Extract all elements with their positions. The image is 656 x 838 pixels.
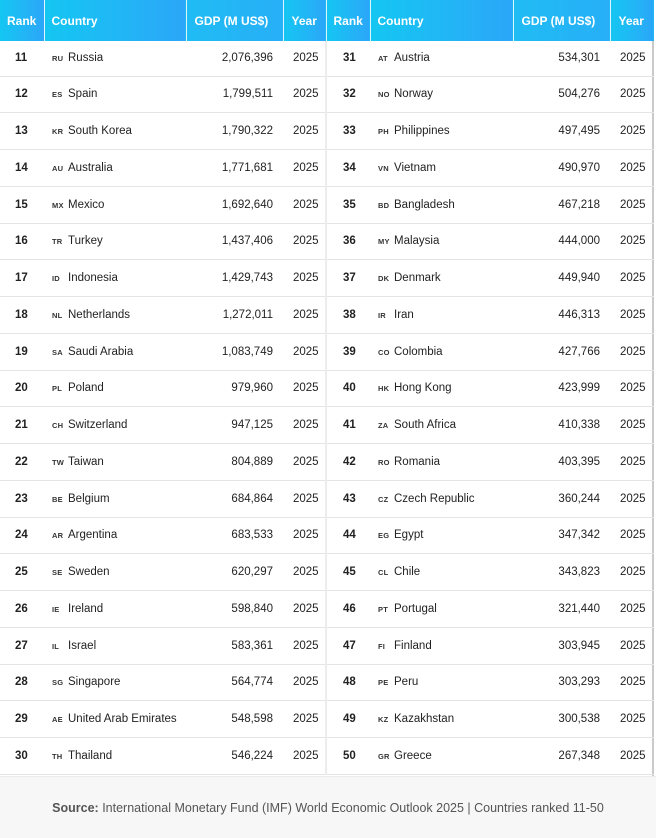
country-code: HK: [378, 384, 390, 394]
country-cell: [44, 664, 186, 701]
country-code: TH: [52, 751, 63, 761]
rank-cell: 18: [0, 297, 44, 334]
country-code: CZ: [378, 494, 389, 504]
rank-cell: 24: [0, 517, 44, 554]
rank-cell: 43: [326, 480, 370, 517]
table-row: [0, 150, 654, 187]
country-cell: [44, 591, 186, 628]
year-cell: 2025: [283, 41, 326, 76]
country-name: Indonesia: [68, 272, 118, 285]
gdp-cell: 449,940: [513, 260, 610, 297]
country-cell: [370, 223, 513, 260]
rank-cell: 34: [326, 150, 370, 187]
country-code: ES: [52, 90, 63, 100]
year-cell: 2025: [610, 41, 654, 76]
rank-cell: 41: [326, 407, 370, 444]
year-cell: 2025: [283, 738, 326, 775]
table-row: [0, 444, 654, 481]
table-body: [0, 41, 654, 774]
country-cell: [370, 664, 513, 701]
country-name: Singapore: [68, 676, 121, 689]
rank-cell: 47: [326, 627, 370, 664]
gdp-cell: 684,864: [186, 480, 283, 517]
gdp-cell: 1,437,406: [186, 223, 283, 260]
country-name: Israel: [68, 639, 97, 652]
table-row: [0, 76, 654, 113]
rank-cell: 42: [326, 444, 370, 481]
header-country: Country: [44, 0, 186, 41]
table-header-row: [0, 0, 654, 41]
country-cell: [370, 554, 513, 591]
country-name: Turkey: [68, 235, 103, 248]
country-cell: [370, 370, 513, 407]
table-row: [0, 664, 654, 701]
country-cell: [44, 333, 186, 370]
year-cell: 2025: [283, 444, 326, 481]
country-cell: [44, 480, 186, 517]
gdp-cell: 347,342: [513, 517, 610, 554]
year-cell: 2025: [283, 407, 326, 444]
country-name: Thailand: [68, 749, 113, 762]
gdp-cell: 446,313: [513, 297, 610, 334]
country-name: Saudi Arabia: [68, 345, 134, 358]
rank-cell: 50: [326, 738, 370, 775]
country-name: Norway: [394, 88, 433, 101]
year-cell: 2025: [283, 333, 326, 370]
country-name: Argentina: [68, 529, 118, 542]
country-cell: [370, 260, 513, 297]
country-name: Vietnam: [394, 161, 436, 174]
gdp-cell: 804,889: [186, 444, 283, 481]
country-code: KZ: [378, 715, 389, 725]
country-name: Chile: [394, 566, 421, 579]
country-code: RO: [378, 457, 390, 467]
gdp-cell: 497,495: [513, 113, 610, 150]
rank-cell: 25: [0, 554, 44, 591]
year-cell: 2025: [283, 701, 326, 738]
gdp-cell: 427,766: [513, 333, 610, 370]
table-row: [0, 627, 654, 664]
rank-cell: 30: [0, 738, 44, 775]
country-code: AT: [378, 54, 388, 64]
country-name: Australia: [68, 161, 113, 174]
rank-cell: 35: [326, 186, 370, 223]
table-row: [0, 407, 654, 444]
year-cell: 2025: [610, 591, 654, 628]
year-cell: 2025: [283, 297, 326, 334]
country-cell: [370, 297, 513, 334]
country-name: Denmark: [394, 272, 441, 285]
gdp-cell: 467,218: [513, 186, 610, 223]
country-cell: [44, 76, 186, 113]
rank-cell: 28: [0, 664, 44, 701]
header-year: Year: [283, 0, 326, 41]
rank-cell: 22: [0, 444, 44, 481]
year-cell: 2025: [610, 738, 654, 775]
country-cell: [370, 76, 513, 113]
country-cell: [370, 591, 513, 628]
gdp-cell: 303,945: [513, 627, 610, 664]
source-footer: [0, 776, 656, 838]
country-code: CO: [378, 347, 390, 357]
country-name: Iran: [394, 308, 414, 321]
gdp-cell: 300,538: [513, 701, 610, 738]
year-cell: 2025: [283, 627, 326, 664]
country-code: EG: [378, 531, 390, 541]
rank-cell: 16: [0, 223, 44, 260]
country-name: Spain: [68, 88, 98, 101]
header-country: Country: [370, 0, 513, 41]
gdp-cell: 583,361: [186, 627, 283, 664]
gdp-cell: 598,840: [186, 591, 283, 628]
header-year: Year: [610, 0, 654, 41]
country-name: Philippines: [394, 125, 450, 138]
gdp-cell: 1,429,743: [186, 260, 283, 297]
rank-cell: 29: [0, 701, 44, 738]
country-name: Netherlands: [68, 308, 131, 321]
country-name: Finland: [394, 639, 432, 652]
source-label: Source:: [52, 801, 99, 815]
country-code: CH: [52, 421, 64, 431]
table-row: [0, 41, 654, 76]
country-cell: [370, 444, 513, 481]
header-rank: Rank: [0, 0, 44, 41]
table-row: [0, 223, 654, 260]
country-code: DK: [378, 274, 390, 284]
year-cell: 2025: [610, 76, 654, 113]
year-cell: 2025: [283, 370, 326, 407]
rank-cell: 46: [326, 591, 370, 628]
country-code: TW: [52, 457, 65, 467]
year-cell: 2025: [610, 664, 654, 701]
year-cell: 2025: [283, 517, 326, 554]
gdp-cell: 2,076,396: [186, 41, 283, 76]
table-row: [0, 297, 654, 334]
gdp-cell: 564,774: [186, 664, 283, 701]
country-cell: [370, 41, 513, 76]
country-name: Czech Republic: [394, 492, 475, 505]
rank-cell: 44: [326, 517, 370, 554]
gdp-cell: 1,692,640: [186, 186, 283, 223]
country-code: TR: [52, 237, 63, 247]
gdp-cell: 546,224: [186, 738, 283, 775]
country-code: MY: [378, 237, 390, 247]
country-code: PT: [378, 604, 388, 614]
country-name: Belgium: [68, 492, 110, 505]
country-name: Taiwan: [68, 455, 104, 468]
gdp-cell: 1,799,511: [186, 76, 283, 113]
table-row: [0, 186, 654, 223]
country-cell: [370, 627, 513, 664]
country-cell: [44, 223, 186, 260]
country-name: Mexico: [68, 198, 105, 211]
table-row: [0, 517, 654, 554]
country-name: Kazakhstan: [394, 713, 455, 726]
year-cell: 2025: [283, 186, 326, 223]
year-cell: 2025: [610, 701, 654, 738]
country-code: GR: [378, 751, 390, 761]
country-code: IL: [52, 641, 60, 651]
rank-cell: 27: [0, 627, 44, 664]
country-cell: [44, 260, 186, 297]
rank-cell: 31: [326, 41, 370, 76]
country-code: BE: [52, 494, 63, 504]
rank-cell: 14: [0, 150, 44, 187]
year-cell: 2025: [610, 223, 654, 260]
country-cell: [44, 370, 186, 407]
country-cell: [370, 480, 513, 517]
gdp-cell: 1,771,681: [186, 150, 283, 187]
country-name: United Arab Emirates: [68, 713, 177, 726]
country-code: SE: [52, 568, 63, 578]
country-code: KR: [52, 127, 64, 137]
country-code: VN: [378, 163, 389, 173]
country-cell: [44, 407, 186, 444]
gdp-cell: 1,790,322: [186, 113, 283, 150]
rank-cell: 49: [326, 701, 370, 738]
gdp-cell: 979,960: [186, 370, 283, 407]
year-cell: 2025: [610, 480, 654, 517]
rank-cell: 17: [0, 260, 44, 297]
rank-cell: 32: [326, 76, 370, 113]
header-gdp: GDP (M US$): [186, 0, 283, 41]
country-cell: [370, 113, 513, 150]
country-cell: [370, 407, 513, 444]
country-code: NO: [378, 90, 390, 100]
country-cell: [370, 517, 513, 554]
rank-cell: 45: [326, 554, 370, 591]
rank-cell: 37: [326, 260, 370, 297]
table-row: [0, 480, 654, 517]
table-row: [0, 591, 654, 628]
gdp-cell: 403,395: [513, 444, 610, 481]
country-cell: [44, 444, 186, 481]
gdp-cell: 490,970: [513, 150, 610, 187]
country-code: IE: [52, 604, 60, 614]
country-code: PH: [378, 127, 389, 137]
year-cell: 2025: [610, 260, 654, 297]
rank-cell: 12: [0, 76, 44, 113]
year-cell: 2025: [283, 591, 326, 628]
table-row: [0, 701, 654, 738]
country-code: MX: [52, 200, 64, 210]
table-row: [0, 738, 654, 775]
country-name: Greece: [394, 749, 432, 762]
country-cell: [370, 701, 513, 738]
gdp-cell: 410,338: [513, 407, 610, 444]
gdp-cell: 683,533: [186, 517, 283, 554]
table-row: [0, 260, 654, 297]
country-name: Romania: [394, 455, 441, 468]
country-name: Bangladesh: [394, 198, 455, 211]
country-name: South Korea: [68, 125, 132, 138]
gdp-cell: 343,823: [513, 554, 610, 591]
gdp-cell: 321,440: [513, 591, 610, 628]
table-row: [0, 333, 654, 370]
rank-cell: 33: [326, 113, 370, 150]
year-cell: 2025: [610, 517, 654, 554]
gdp-cell: 504,276: [513, 76, 610, 113]
year-cell: 2025: [283, 260, 326, 297]
gdp-cell: 548,598: [186, 701, 283, 738]
country-code: AR: [52, 531, 64, 541]
year-cell: 2025: [283, 113, 326, 150]
country-cell: [44, 627, 186, 664]
year-cell: 2025: [610, 150, 654, 187]
header-rank: Rank: [326, 0, 370, 41]
country-cell: [44, 517, 186, 554]
country-name: Russia: [68, 52, 104, 65]
year-cell: 2025: [283, 664, 326, 701]
gdp-cell: 267,348: [513, 738, 610, 775]
country-cell: [44, 297, 186, 334]
year-cell: 2025: [610, 444, 654, 481]
country-code: FI: [378, 641, 386, 651]
country-name: Poland: [68, 382, 104, 395]
country-cell: [44, 554, 186, 591]
year-cell: 2025: [283, 223, 326, 260]
country-code: PE: [378, 678, 389, 688]
country-name: Sweden: [68, 566, 110, 579]
rank-cell: 21: [0, 407, 44, 444]
gdp-cell: 303,293: [513, 664, 610, 701]
year-cell: 2025: [283, 150, 326, 187]
year-cell: 2025: [610, 627, 654, 664]
country-name: Portugal: [394, 602, 437, 615]
rank-cell: 48: [326, 664, 370, 701]
country-cell: [370, 738, 513, 775]
rank-cell: 19: [0, 333, 44, 370]
year-cell: 2025: [610, 407, 654, 444]
rank-cell: 13: [0, 113, 44, 150]
gdp-cell: 1,272,011: [186, 297, 283, 334]
country-code: SG: [52, 678, 64, 688]
year-cell: 2025: [610, 113, 654, 150]
country-code: AU: [52, 163, 64, 173]
country-code: RU: [52, 54, 64, 64]
rank-cell: 23: [0, 480, 44, 517]
country-code: BD: [378, 200, 390, 210]
country-cell: [44, 701, 186, 738]
gdp-cell: 423,999: [513, 370, 610, 407]
rank-cell: 40: [326, 370, 370, 407]
country-cell: [44, 186, 186, 223]
year-cell: 2025: [283, 480, 326, 517]
country-code: AE: [52, 715, 63, 725]
year-cell: 2025: [610, 370, 654, 407]
year-cell: 2025: [610, 297, 654, 334]
country-name: Peru: [394, 676, 419, 689]
year-cell: 2025: [610, 333, 654, 370]
country-name: Hong Kong: [394, 382, 452, 395]
country-name: South Africa: [394, 419, 457, 432]
source-text: International Monetary Fund (IMF) World Economic Outlook 2025 | Countries ranked 11-50: [98, 801, 604, 815]
country-name: Austria: [394, 52, 430, 65]
rank-cell: 36: [326, 223, 370, 260]
rank-cell: 26: [0, 591, 44, 628]
country-name: Colombia: [394, 345, 443, 358]
country-code: ID: [52, 274, 60, 284]
rank-cell: 11: [0, 41, 44, 76]
rank-cell: 39: [326, 333, 370, 370]
gdp-cell: 444,000: [513, 223, 610, 260]
country-cell: [370, 186, 513, 223]
country-code: NL: [52, 310, 63, 320]
table-row: [0, 554, 654, 591]
country-cell: [44, 738, 186, 775]
year-cell: 2025: [610, 554, 654, 591]
country-cell: [44, 41, 186, 76]
country-cell: [44, 113, 186, 150]
year-cell: 2025: [283, 554, 326, 591]
year-cell: 2025: [283, 76, 326, 113]
gdp-cell: 534,301: [513, 41, 610, 76]
country-code: IR: [378, 310, 386, 320]
country-code: CL: [378, 568, 389, 578]
rank-cell: 15: [0, 186, 44, 223]
table-row: [0, 113, 654, 150]
country-name: Switzerland: [68, 419, 128, 432]
gdp-cell: 1,083,749: [186, 333, 283, 370]
gdp-cell: 620,297: [186, 554, 283, 591]
year-cell: 2025: [610, 186, 654, 223]
country-cell: [370, 333, 513, 370]
rank-cell: 38: [326, 297, 370, 334]
table-row: [0, 370, 654, 407]
country-cell: [44, 150, 186, 187]
country-name: Malaysia: [394, 235, 440, 248]
country-cell: [370, 150, 513, 187]
rank-cell: 20: [0, 370, 44, 407]
country-name: Ireland: [68, 602, 104, 615]
country-code: SA: [52, 347, 63, 357]
country-code: ZA: [378, 421, 389, 431]
gdp-cell: 947,125: [186, 407, 283, 444]
gdp-cell: 360,244: [513, 480, 610, 517]
country-code: PL: [52, 384, 62, 394]
country-name: Egypt: [394, 529, 424, 542]
header-gdp: GDP (M US$): [513, 0, 610, 41]
